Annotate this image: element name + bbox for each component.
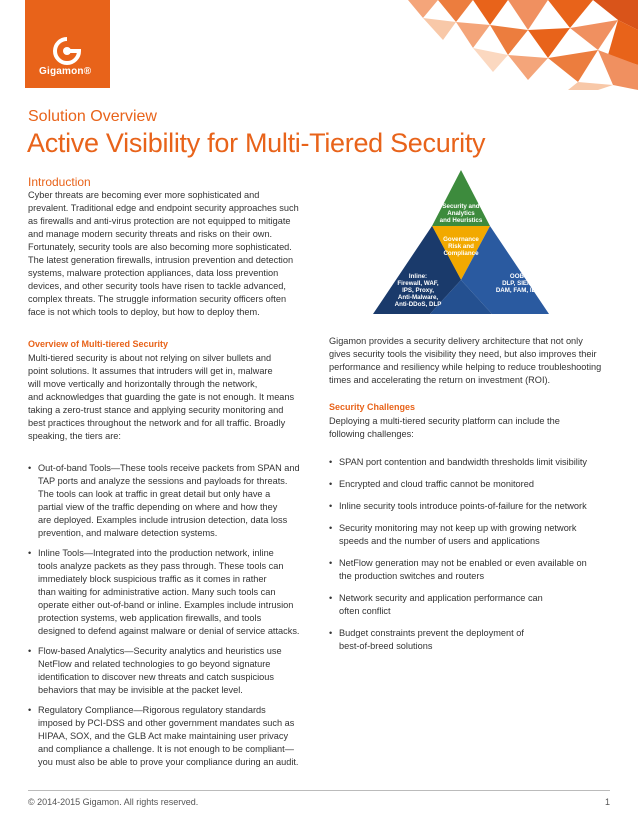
pyramid-right-line: DAM, FAM, IDS <box>495 287 541 294</box>
text-line: TAP ports and analyze the sessions and payloads for threats. <box>38 476 288 486</box>
security-challenges-heading: Security Challenges <box>329 402 416 412</box>
text-line: The tools can look at traffic in great detail but only have a <box>38 489 271 499</box>
text-line: immediately block suspicious traffic as it comes in rather <box>38 574 267 584</box>
text-line: times and accelerating the return on investment (ROI). <box>329 375 551 385</box>
pyramid-left-line: Anti-DDoS, DLP <box>394 301 442 308</box>
document-title: Active Visibility for Multi-Tiered Security <box>27 128 486 158</box>
pyramid-left-line: IPS, Proxy, <box>402 287 434 294</box>
text-line: identification to discover new threats and catch suspicious <box>38 672 274 682</box>
text-line: and acknowledges that guarding the gate is not enough. It means <box>28 392 295 402</box>
logo-box <box>25 0 110 88</box>
text-line: imposed by PCI-DSS and other government mandates such as <box>38 718 295 728</box>
text-line: behaviors that may be invisible at the packet level. <box>38 685 243 695</box>
overview-heading: Overview of Multi-tiered Security <box>28 339 169 349</box>
text-line: speaking, the tiers are: <box>28 431 121 441</box>
text-line: prevention, and malware detection systems. <box>38 528 218 538</box>
list-item: • Encrypted and cloud traffic cannot be monitored <box>329 478 611 491</box>
list-item: • Out-of-band Tools—These tools receive packets from SPAN and TAP ports and analyze the sessions and payloads for threats. The tools can look at traffic in great detail but only have a partial view of the traffic depending on where and how they are deployed. Examples include intrusion detection, data loss prevention, and malware detection systems. <box>28 462 313 540</box>
text-line: often conflict <box>339 606 391 616</box>
list-item: • Network security and application performance can often conflict <box>329 592 611 618</box>
text-line: NetFlow generation may not be enabled or even available on <box>339 558 587 568</box>
introduction-heading: Introduction <box>28 175 91 189</box>
text-line: operate either out-of-band or inline. Examples include intrusion <box>38 600 294 610</box>
text-line: Flow-based Analytics—Security analytics and heuristics use <box>38 646 282 656</box>
pyramid-right-line: DLP, SIEM, <box>502 280 534 287</box>
overview-paragraph <box>28 352 313 443</box>
text-line: and compliance a challenge. It is not enough to be compliant— <box>38 744 294 754</box>
challenges-list <box>329 456 611 653</box>
gigamon-logo-icon <box>47 36 87 66</box>
text-line: complex threats. The struggle information security officers often <box>28 294 287 304</box>
text-line: Inline security tools introduce points-of-failure for the network <box>339 501 587 511</box>
text-line: Budget constraints prevent the deployment of <box>339 628 524 638</box>
text-line: best-of-breed solutions <box>339 641 433 651</box>
pyramid-left-line: Inline: <box>408 273 428 280</box>
text-line: face is not which tools to deploy, but how to deploy them. <box>28 307 260 317</box>
list-item: • Inline Tools—Integrated into the production network, inline tools analyze packets as they pass through. These tools can immediately block suspicious traffic as it comes in rather than waiting for administrative action. Many such tools can operate either out-of-band or inline. Examples include intrusion protection systems, web application firewalls, and tools designed to defend against malware or denial of service attacks. <box>28 547 313 638</box>
tiers-list <box>28 462 313 769</box>
text-line: HIPAA, SOX, and the GLB Act make maintaining user privacy <box>38 731 289 741</box>
text-line: Security monitoring may not keep up with growing network <box>339 523 577 533</box>
pyramid-middle-line: Governance <box>443 236 479 243</box>
text-line: following challenges: <box>329 429 414 439</box>
text-line: protection systems, web application firewalls, and tools <box>38 613 262 623</box>
text-line: are deployed. Examples include intrusion detection, data loss <box>38 515 288 525</box>
footer-copyright: © 2014-2015 Gigamon. All rights reserved. <box>28 797 199 807</box>
pyramid-left-line: Firewall, WAF, <box>397 280 439 287</box>
brand-name: Gigamon® <box>39 66 92 77</box>
list-item: • Security monitoring may not keep up with growing network speeds and the number of users and applications <box>329 522 611 548</box>
page-number: 1 <box>605 797 611 807</box>
text-line: Multi-tiered security is about not relying on silver bullets and <box>28 353 272 363</box>
text-line: the production switches and routers <box>339 571 485 581</box>
introduction-paragraph <box>28 189 313 319</box>
text-line: taking a zero-trust stance and applying security monitoring and <box>28 405 284 415</box>
text-line: Cyber threats are becoming ever more sophisticated and <box>28 190 260 200</box>
challenges-intro <box>329 415 611 441</box>
text-line: Regulatory Compliance—Rigorous regulatory standards <box>38 705 266 715</box>
text-line: NetFlow and related technologies to go beyond signature <box>38 659 271 669</box>
list-item: • SPAN port contention and bandwidth thresholds limit visibility <box>329 456 611 469</box>
text-line: Inline Tools—Integrated into the production network, inline <box>38 548 274 558</box>
pyramid-middle-line: Compliance <box>443 250 479 257</box>
text-line: Deploying a multi-tiered security platform can include the <box>329 416 560 426</box>
text-line: point solutions. It assumes that intruders will get in, malware <box>28 366 273 376</box>
pyramid-right-line: OOB: <box>509 273 527 280</box>
text-line: devices, and other security tools have risen to tackle advanced, <box>28 281 286 291</box>
text-line: Gigamon provides a security delivery architecture that not only <box>329 336 583 346</box>
pyramid-middle-line: Risk and <box>448 243 474 250</box>
list-item: • NetFlow generation may not be enabled or even available on the production switches and routers <box>329 557 611 583</box>
text-line: Network security and application performance can <box>339 593 543 603</box>
text-line: systems, malware protection appliances, data loss prevention <box>28 268 279 278</box>
list-item: • Inline security tools introduce points-of-failure for the network <box>329 500 611 513</box>
text-line: partial view of the traffic depending on where and how they <box>38 502 278 512</box>
pyramid-top-line: and Heuristics <box>439 217 483 224</box>
list-item: • Regulatory Compliance—Rigorous regulatory standards imposed by PCI-DSS and other government mandates such as HIPAA, SOX, and the GLB Act make maintaining user privacy and compliance a challenge. It is not enough to be compliant— you must also be able to prove your compliance during an audit. <box>28 704 313 769</box>
pyramid-top-line: Security and <box>442 203 480 210</box>
pyramid-left-line: Anti-Malware, <box>397 294 439 301</box>
text-line: prevalent. Traditional edge and endpoint security approaches such <box>28 203 299 213</box>
text-line: Encrypted and cloud traffic cannot be monitored <box>339 479 534 489</box>
text-line: and manage modern security threats and risks on their own. <box>28 229 273 239</box>
text-line: than waiting for administrative action. Many such tools can <box>38 587 276 597</box>
list-item: • Budget constraints prevent the deployment of best-of-breed solutions <box>329 627 611 653</box>
text-line: gives security tools the visibility they need, but also improves their <box>329 349 597 359</box>
list-item: • Flow-based Analytics—Security analytics and heuristics use NetFlow and related technologies to go beyond signature identification to discover new threats and catch suspicious behaviors that may be invisible at the packet level. <box>28 645 313 697</box>
text-line: The latest generation firewalls, intrusion prevention and detection <box>28 255 294 265</box>
pyramid-top-line: Analytics <box>447 210 475 217</box>
document-subtitle: Solution Overview <box>28 108 157 125</box>
text-line: performance and resiliency while helping to reduce troubleshooting <box>329 362 602 372</box>
security-tiers-pyramid <box>372 168 550 316</box>
footer-divider <box>28 790 610 791</box>
text-line: tools analyze packets as they pass through. These tools can <box>38 561 284 571</box>
text-line: Fortunately, security tools are also becoming more sophisticated. <box>28 242 292 252</box>
text-line: designed to defend against malware or denial of service attacks. <box>38 626 300 636</box>
text-line: speeds and the number of users and applications <box>339 536 540 546</box>
text-line: as firewalls and anti-virus protection are not equipped to mitigate <box>28 216 291 226</box>
text-line: will move vertically and horizontally through the network, <box>28 379 258 389</box>
header-mosaic-graphic <box>398 0 638 90</box>
text-line: Out-of-band Tools—These tools receive packets from SPAN and <box>38 463 300 473</box>
text-line: best practices throughout the network and for all traffic. Broadly <box>28 418 286 428</box>
gigamon-paragraph <box>329 335 611 387</box>
text-line: you must also be able to prove your compliance during an audit. <box>38 757 299 767</box>
text-line: SPAN port contention and bandwidth thresholds limit visibility <box>339 457 588 467</box>
